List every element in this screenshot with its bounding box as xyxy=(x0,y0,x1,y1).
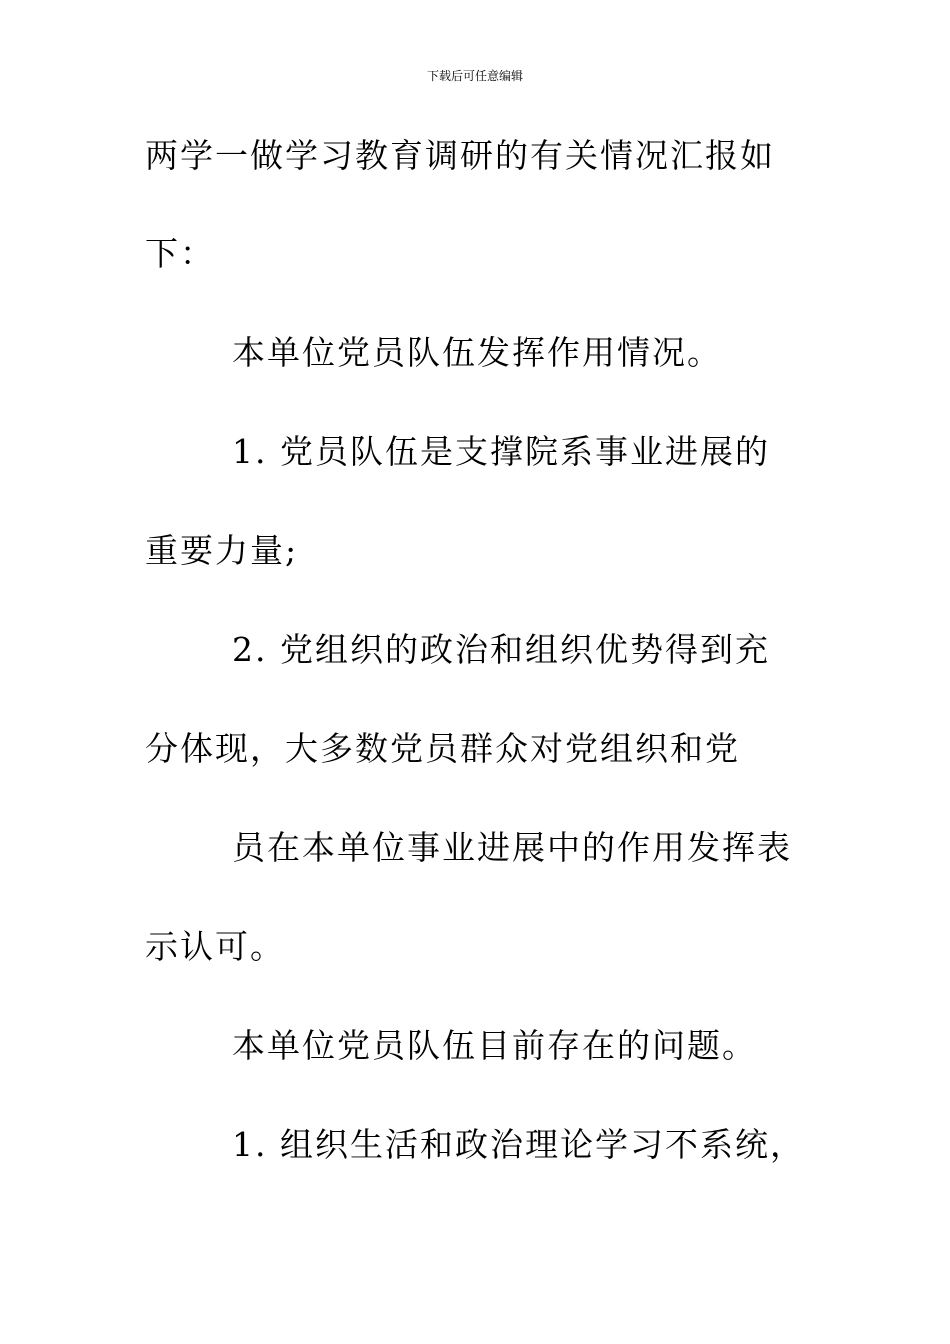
download-edit-note: 下载后可任意编辑 xyxy=(426,69,523,83)
problem-1-line-1: 1. 组织生活和政治理论学习不系统， xyxy=(232,1125,805,1164)
paragraph-line-1: 两学一做学习教育调研的有关情况汇报如 xyxy=(145,136,775,175)
item-2-line-4: 示认可。 xyxy=(145,927,285,966)
item-1-line-2: 重要力量; xyxy=(145,531,299,570)
item-2-line-3: 员在本单位事业进展中的作用发挥表 xyxy=(232,828,792,867)
section-heading-role: 本单位党员队伍发挥作用情况。 xyxy=(232,333,722,372)
item-1-line-1: 1. 党员队伍是支撑院系事业进展的 xyxy=(232,432,770,471)
section-heading-problems: 本单位党员队伍目前存在的问题。 xyxy=(232,1026,757,1065)
paragraph-line-2: 下： xyxy=(145,234,215,273)
item-2-line-1: 2. 党组织的政治和组织优势得到充 xyxy=(232,630,770,669)
item-2-line-2: 分体现，大多数党员群众对党组织和党 xyxy=(145,729,740,768)
